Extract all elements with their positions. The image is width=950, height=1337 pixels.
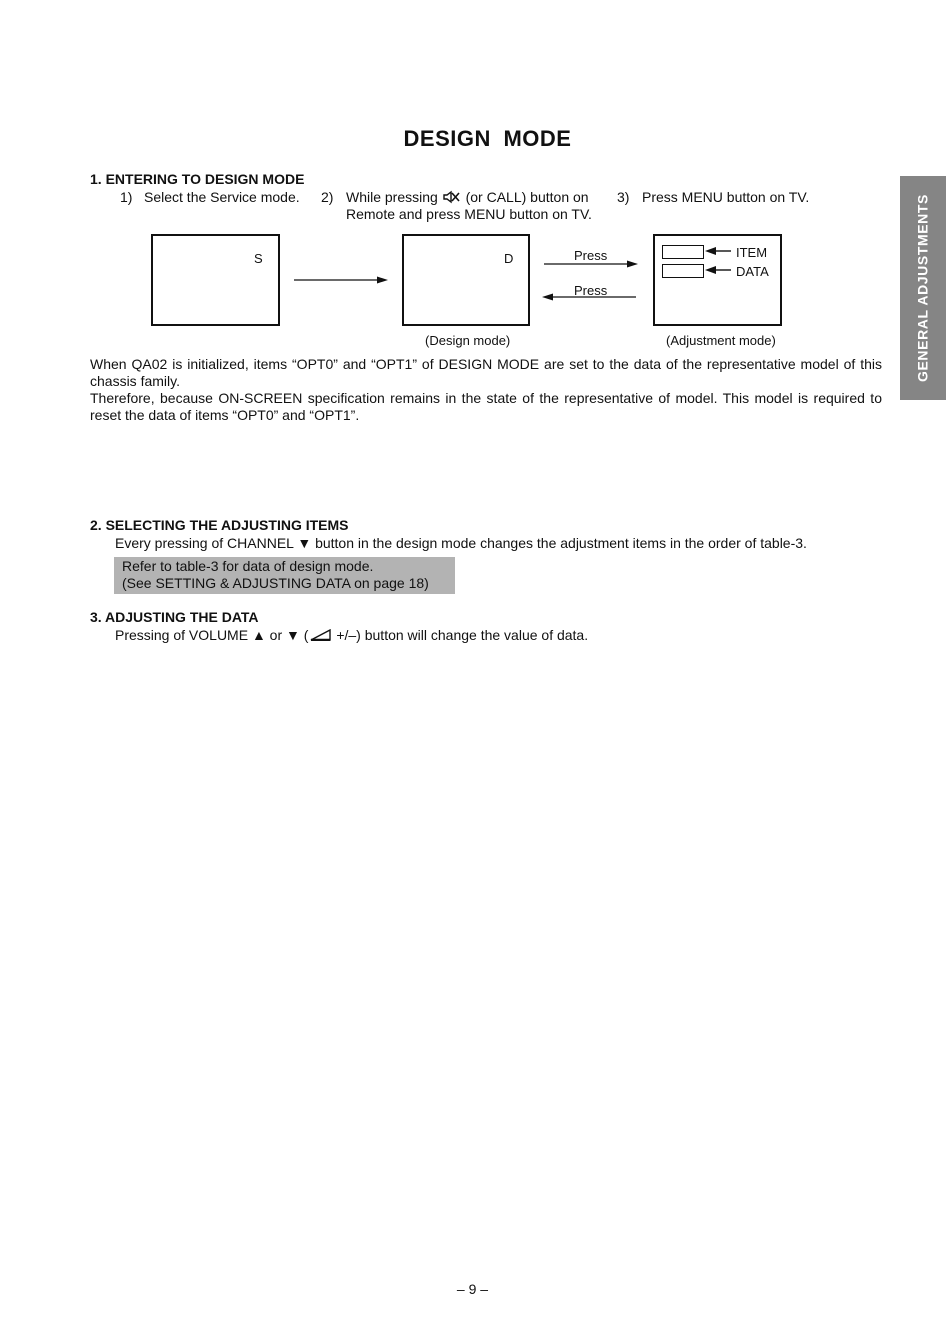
item-label: ITEM — [736, 245, 768, 260]
press-forward-label: Press — [574, 248, 608, 263]
design-mode-caption: (Design mode) — [425, 333, 511, 348]
section1-heading: 1. ENTERING TO DESIGN MODE — [90, 171, 305, 187]
data-label: DATA — [736, 264, 769, 279]
step2-number: 2) — [321, 189, 334, 205]
note-line-2: (See SETTING & ADJUSTING DATA on page 18) — [122, 575, 429, 591]
arrow-service-to-design — [294, 277, 388, 284]
note-line-1: Refer to table-3 for data of design mode. — [122, 558, 374, 574]
section2-text: Every pressing of CHANNEL ▼ button in the design mode changes the adjustment items in the order of table-3. — [115, 535, 807, 551]
step2-line2: Remote and press MENU button on TV. — [346, 206, 592, 222]
section3-text-post: +/–) button will change the value of data. — [332, 627, 589, 643]
arrow-item-pointer — [705, 247, 731, 255]
step3-text: Press MENU button on TV. — [642, 189, 810, 205]
section3-text-pre: Pressing of VOLUME ▲ or ▼ ( — [115, 627, 309, 643]
side-tab-label: GENERAL ADJUSTMENTS — [914, 194, 931, 382]
opt-reset-paragraph: Therefore, because ON-SCREEN specification remains in the state of the representative of model. This model is required to reset the data of items “OPT0” and “OPT1”. — [90, 390, 882, 423]
step3-number: 3) — [617, 189, 630, 205]
page-number: – 9 – — [456, 1281, 489, 1297]
adjustment-mode-caption: (Adjustment mode) — [666, 333, 776, 348]
section3-text — [115, 627, 588, 644]
service-mode-letter: S — [254, 251, 263, 266]
table-reference-note — [114, 557, 455, 594]
arrow-data-pointer — [705, 266, 731, 274]
step1-text: Select the Service mode. — [144, 189, 300, 205]
press-back-label: Press — [574, 283, 608, 298]
opt-init-paragraph: When QA02 is initialized, items “OPT0” and “OPT1” of DESIGN MODE are set to the data of the representative model of this chassis family. — [90, 356, 882, 389]
step2-pre: While pressing — [346, 189, 438, 205]
volume-wedge-icon — [310, 629, 332, 641]
step1-number: 1) — [120, 189, 133, 205]
section2-heading: 2. SELECTING THE ADJUSTING ITEMS — [90, 517, 349, 533]
page-title: DESIGN MODE — [403, 126, 572, 151]
design-mode-letter: D — [504, 251, 514, 266]
step2-post: (or CALL) button on — [465, 189, 589, 205]
section3-heading: 3. ADJUSTING THE DATA — [90, 609, 259, 625]
